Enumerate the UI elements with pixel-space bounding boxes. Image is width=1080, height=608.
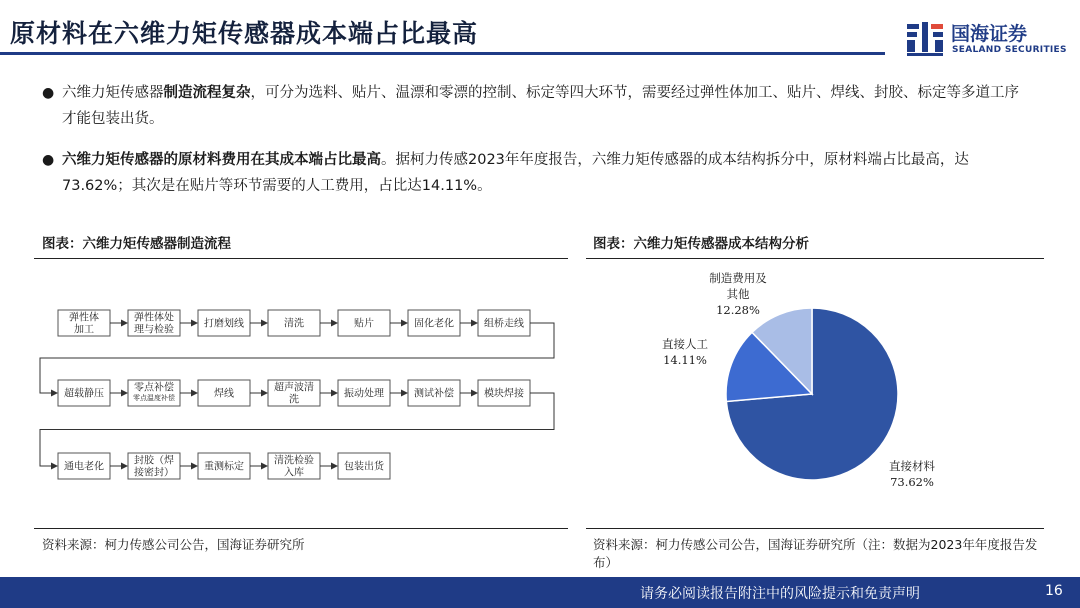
left-panel-top-rule — [34, 258, 568, 259]
pie-value-label: 14.11% — [663, 353, 707, 367]
cost-structure-pie-chart — [640, 262, 980, 524]
right-source-note: 资料来源：柯力传感公司公告，国海证券研究所（注：数据为2023年年度报告发布） — [593, 537, 1038, 570]
flow-step-label: 弹性体处 — [134, 312, 174, 324]
flow-step-label: 贴片 — [354, 318, 374, 330]
flow-step-label: 固化老化 — [414, 318, 454, 330]
footer-disclaimer: 请务必阅读报告附注中的风险提示和免责声明 — [640, 586, 920, 602]
left-source-note: 资料来源：柯力传感公司公告，国海证券研究所 — [42, 537, 305, 552]
logo-english-name: SEALAND SECURITIES — [952, 45, 1067, 55]
flow-step-label: 超载静压 — [64, 388, 104, 400]
flow-step-label: 测试补偿 — [414, 388, 454, 400]
bullet-2-rest: 。据柯力传感2023年年度报告，六维力矩传感器的成本结构拆分中，原材料端占比最高，达73.62%；其次是在贴片等环节需要的人工费用，占比达14.11%。 — [62, 152, 969, 194]
pie-category-label: 制造费用及 — [709, 271, 767, 285]
left-panel-bottom-rule — [34, 528, 568, 529]
flow-step-label: 通电老化 — [64, 461, 104, 473]
flow-step-label: 超声波清 — [274, 382, 314, 394]
logo-chinese-name: 国海证券 — [951, 23, 1028, 45]
manufacturing-flow-diagram — [30, 298, 570, 488]
bullet-1-bold: 制造流程复杂 — [163, 85, 251, 101]
pie-value-label: 73.62% — [890, 475, 934, 489]
flow-step-label: 振动处理 — [344, 388, 384, 400]
flow-step-label: 重测标定 — [204, 461, 244, 473]
flow-step-label: 清洗 — [284, 318, 304, 330]
right-panel-bottom-rule — [586, 528, 1044, 529]
bullet-dot-icon: ● — [42, 85, 55, 101]
right-panel-top-rule — [586, 258, 1044, 259]
title-underline — [0, 52, 885, 55]
bullet-2 — [42, 147, 1032, 199]
page-title: 原材料在六维力矩传感器成本端占比最高 — [10, 19, 479, 48]
flow-step-label: 焊线 — [214, 388, 234, 400]
flow-step-label: 包装出货 — [344, 461, 384, 473]
flow-step-label: 打磨划线 — [204, 318, 244, 330]
flow-step-label: 加工 — [74, 324, 94, 336]
pie-category-label: 直接人工 — [662, 337, 708, 351]
flow-step-label: 入库 — [284, 467, 304, 479]
flow-chart-title: 图表：六维力矩传感器制造流程 — [42, 236, 231, 252]
flow-step-label: 洗 — [289, 394, 299, 406]
bullet-dot-icon: ● — [42, 152, 55, 168]
flow-step-label: 组桥走线 — [484, 318, 524, 330]
bullet-1-rest: ，可分为选料、贴片、温漂和零漂的控制、标定等四大环节，需要经过弹性体加工、贴片、焊线、封胶、标定等多道工序才能包装出货。 — [62, 85, 1019, 127]
pie-category-label: 直接材料 — [889, 459, 935, 473]
page-number: 16 — [1045, 583, 1063, 599]
flow-step-label: 接密封） — [134, 467, 174, 479]
flow-step-label: 零点温度补偿 — [133, 394, 175, 403]
flow-step-label: 弹性体 — [69, 312, 99, 324]
sealand-logo-icon — [905, 18, 945, 58]
flow-step-label: 理与检验 — [134, 324, 174, 336]
pie-chart-title: 图表：六维力矩传感器成本结构分析 — [593, 236, 809, 252]
flow-step-label: 模块焊接 — [484, 388, 524, 400]
flow-step-label: 零点补偿 — [134, 382, 174, 394]
company-logo — [905, 18, 1070, 64]
flow-step-label: 封胶（焊 — [134, 455, 174, 467]
pie-value-label: 12.28% — [716, 303, 760, 317]
bullet-1-text: 六维力矩传感器 — [62, 85, 164, 101]
bullet-1 — [42, 80, 1032, 132]
flow-step-label: 清洗检验 — [274, 455, 314, 467]
bullet-2-bold: 六维力矩传感器的原材料费用在其成本端占比最高 — [62, 152, 381, 168]
pie-category-label: 其他 — [726, 287, 750, 301]
